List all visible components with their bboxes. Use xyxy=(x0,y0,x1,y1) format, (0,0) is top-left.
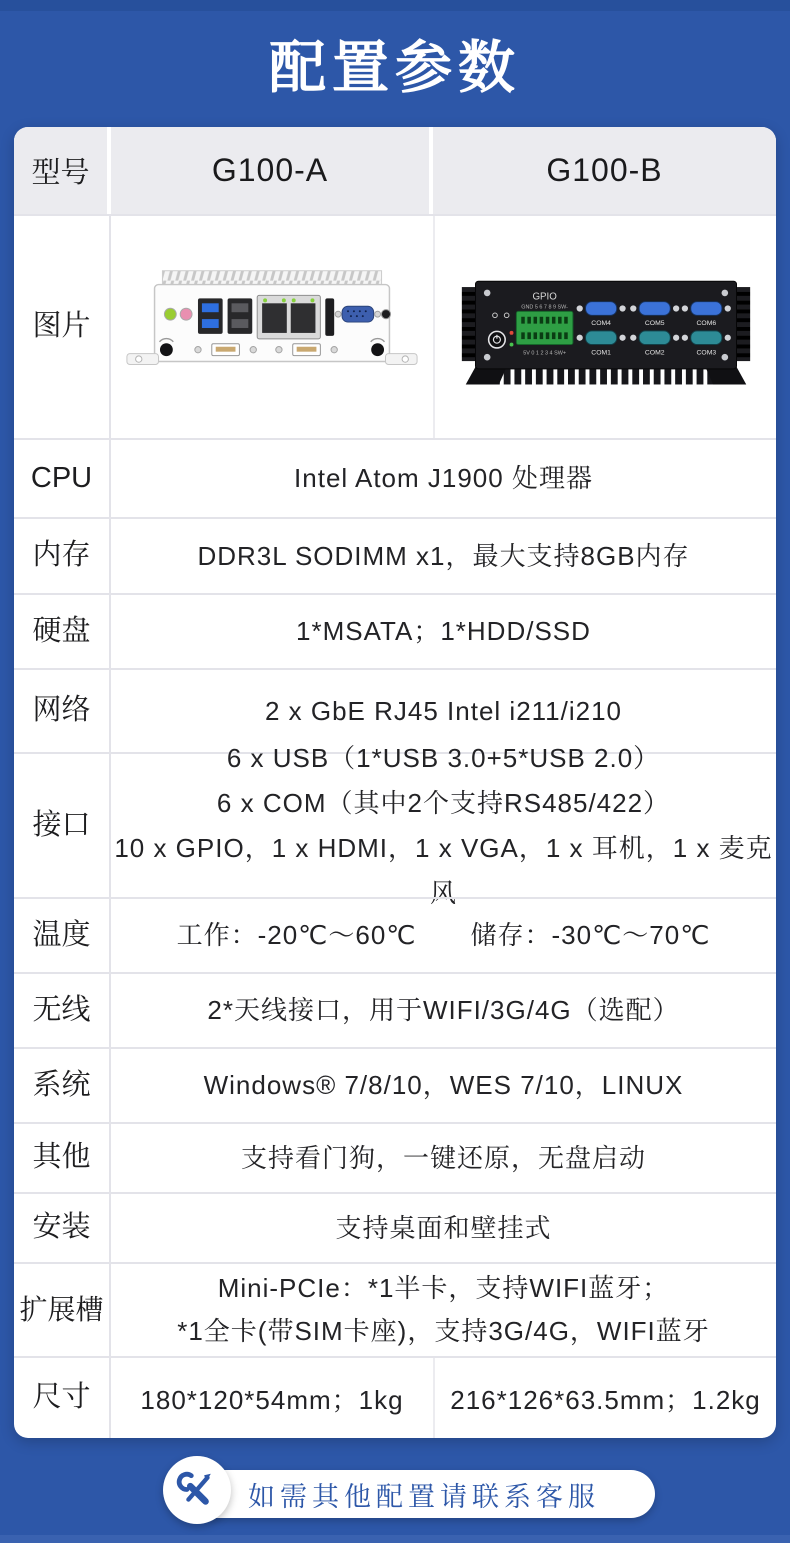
com-ports-bottom-row xyxy=(576,331,730,356)
heatsink-fins xyxy=(162,271,381,286)
row-value: 6 x USB（1*USB 3.0+5*USB 2.0） xyxy=(226,742,661,773)
row-label: 网络 xyxy=(14,670,111,752)
row-value: 工作：-20℃～60℃ 储存：-30℃～70℃ xyxy=(176,920,711,950)
com1-label: COM1 xyxy=(590,349,611,357)
spec-table xyxy=(14,127,776,1438)
row-value: 1*MSATA；1*HDD/SSD xyxy=(296,616,591,646)
row-value: 2*天线接口，用于WIFI/3G/4G（选配） xyxy=(207,995,680,1025)
com4-label: COM4 xyxy=(590,320,611,328)
row-label: 内存 xyxy=(14,519,111,593)
wrench-screwdriver-icon xyxy=(176,1469,218,1511)
g100-a-product-image xyxy=(119,251,425,403)
row-label: CPU xyxy=(14,440,111,517)
spec-row-storage xyxy=(14,593,776,668)
com-ports-top-row xyxy=(576,302,730,327)
com2-label: COM2 xyxy=(644,349,665,357)
bottom-heatsink-fins xyxy=(475,367,736,385)
table-header-row xyxy=(14,127,776,214)
row-value: Intel Atom J1900 处理器 xyxy=(294,463,593,493)
com5-label: COM5 xyxy=(644,320,665,328)
g100-b-product-image xyxy=(450,252,762,402)
com6-label: COM6 xyxy=(696,320,716,328)
product-image-b-cell xyxy=(435,216,776,438)
gpio-label: GPIO xyxy=(531,291,557,303)
product-image-a-cell xyxy=(111,216,435,438)
row-label: 安装 xyxy=(14,1194,111,1262)
row-value: 6 x COM（其中2个支持RS485/422） xyxy=(216,787,671,818)
row-label: 系统 xyxy=(14,1049,111,1122)
dimensions-model-a: 180*120*54mm；1kg xyxy=(111,1358,435,1438)
row-label: 其他 xyxy=(14,1124,111,1192)
gpio-pins-top-label: GND 5 6 7 8 9 SW- xyxy=(520,304,568,311)
spec-row-os xyxy=(14,1047,776,1122)
usb3-ports xyxy=(198,298,223,334)
dc-jack xyxy=(381,310,390,319)
gpio-pins-bottom-label: 5V 0 1 2 3 4 SW+ xyxy=(522,350,566,357)
row-label: 接口 xyxy=(14,754,111,897)
row-label: 硬盘 xyxy=(14,595,111,668)
spec-row-other xyxy=(14,1122,776,1192)
contact-service-label: 如需其他配置请联系客服 xyxy=(248,1481,600,1512)
row-value: Windows® 7/8/10，WES 7/10，LINUX xyxy=(203,1070,684,1100)
usb2-ports xyxy=(228,298,253,334)
row-label: 扩展槽 xyxy=(14,1264,111,1356)
page-title: 配置参数 xyxy=(269,36,521,100)
row-value: DDR3L SODIMM x1，最大支持8GB内存 xyxy=(197,540,690,571)
bottom-seam xyxy=(0,1535,790,1543)
row-value: 支持看门狗，一键还原，无盘启动 xyxy=(240,1142,646,1173)
spec-row-io xyxy=(14,742,776,908)
spec-row-wireless xyxy=(14,972,776,1047)
row-label: 尺寸 xyxy=(14,1358,111,1438)
row-value: *1全卡(带SIM卡座)，支持3G/4G，WIFI蓝牙 xyxy=(177,1316,710,1346)
header-model-label: 型号 xyxy=(14,127,111,214)
top-seam xyxy=(0,0,790,11)
header-model-b: G100-B xyxy=(546,152,663,188)
com3-label: COM3 xyxy=(696,349,716,357)
row-label: 温度 xyxy=(14,899,111,972)
tools-icon-badge xyxy=(163,1456,231,1524)
dimensions-model-b: 216*126*63.5mm；1.2kg xyxy=(450,1384,761,1415)
row-value: Mini-PCIe：*1半卡，支持WIFI蓝牙； xyxy=(217,1273,670,1303)
spec-row-temperature xyxy=(14,897,776,972)
spec-row-mounting xyxy=(14,1192,776,1262)
spec-row-expansion xyxy=(14,1262,776,1356)
row-label: 无线 xyxy=(14,974,111,1047)
spec-row-memory xyxy=(14,517,776,593)
rj45-ports xyxy=(257,295,320,338)
contact-service-button[interactable] xyxy=(193,1470,655,1518)
spec-row-cpu xyxy=(14,438,776,517)
row-label-image: 图片 xyxy=(14,216,111,438)
row-value: 10 x GPIO，1 x HDMI，1 x VGA，1 x 耳机，1 x 麦克风 xyxy=(114,832,773,908)
row-value: 支持桌面和壁挂式 xyxy=(335,1212,552,1243)
spec-row-dimensions xyxy=(14,1356,776,1438)
row-value: 2 x GbE RJ45 Intel i211/i210 xyxy=(264,695,623,726)
hdmi-port xyxy=(325,298,334,336)
image-row xyxy=(14,214,776,438)
header-model-a: G100-A xyxy=(111,127,433,214)
